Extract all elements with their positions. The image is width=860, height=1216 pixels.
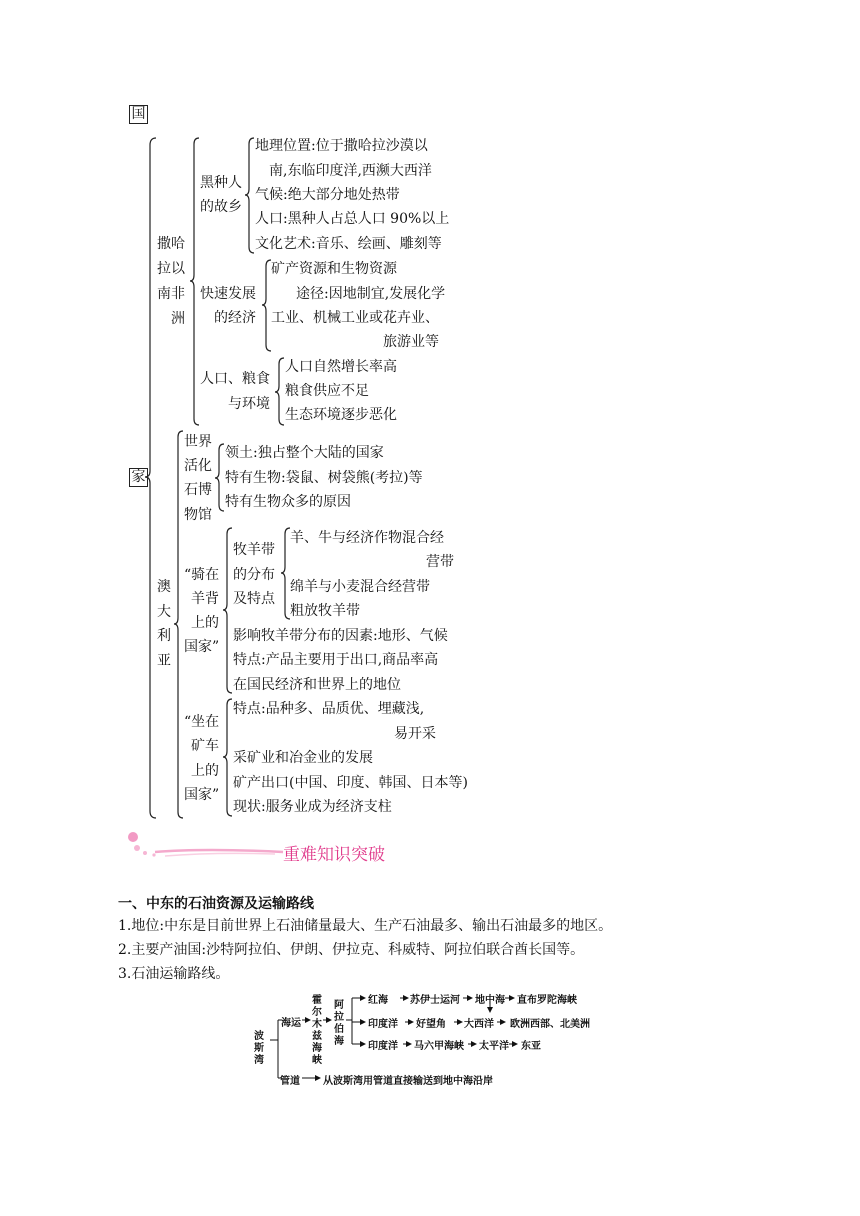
museum-label-1: 世界: [184, 434, 212, 450]
oil-heading: 一、中东的石油资源及运输路线: [118, 896, 314, 912]
route3-stop-4: 东亚: [521, 1041, 541, 1052]
museum-label-2: 活化: [184, 458, 212, 474]
museum-item-2: 特有生物:袋鼠、树袋熊(考拉)等: [225, 470, 423, 486]
population-item-2: 粮食供应不足: [285, 383, 369, 399]
mine-label-4: 国家”: [184, 787, 220, 803]
museum-item-3: 特有生物众多的原因: [225, 494, 351, 510]
home-item-2: 南,东临印度洋,西濒大西洋: [269, 163, 432, 179]
sheep-label-3: 上的: [191, 615, 219, 631]
belt-item-1: 羊、牛与经济作物混合经: [290, 530, 444, 546]
mine-item-1: 特点:品种多、品质优、埋藏浅,: [233, 701, 425, 717]
mine-item-5: 现状:服务业成为经济支柱: [233, 799, 392, 815]
origin-label: 波斯湾: [254, 1031, 264, 1066]
oil-line-3: 3.石油运输路线。: [118, 966, 230, 982]
belt-item-3: 绵羊与小麦混合经营带: [290, 579, 430, 595]
africa-title-2: 拉以: [157, 261, 185, 277]
route1-stop-1: 红海: [368, 995, 388, 1006]
mine-label-1: “坐在: [184, 714, 220, 730]
economy-label-1: 快速发展: [200, 286, 256, 302]
australia-title-3: 利: [157, 628, 171, 644]
route1-stop-3: 地中海: [475, 995, 505, 1006]
route2-stop-4: 欧洲西部、北美洲: [510, 1019, 590, 1030]
population-label-1: 人口、粮食: [200, 371, 270, 387]
belt-label-1: 牧羊带: [233, 542, 275, 558]
australia-title-4: 亚: [157, 653, 171, 669]
australia-title-2: 大: [157, 604, 171, 620]
museum-item-1: 领土:独占整个大陆的国家: [225, 445, 384, 461]
population-item-1: 人口自然增长率高: [285, 359, 397, 375]
route1-stop-2: 苏伊士运河: [410, 995, 460, 1006]
economy-item-2: 途径:因地制宜,发展化学: [296, 286, 446, 302]
arabian-label: 阿拉伯海: [334, 1000, 344, 1047]
sheep-label-2: 羊背: [191, 591, 219, 607]
sheep-label-1: “骑在: [184, 567, 220, 583]
home-item-1: 地理位置:位于撒哈拉沙漠以: [255, 138, 428, 154]
mine-item-3: 采矿业和冶金业的发展: [233, 750, 373, 766]
mine-label-2: 矿车: [191, 738, 219, 754]
belt-label-3: 及特点: [233, 591, 275, 607]
oil-line-2: 2.主要产油国:沙特阿拉伯、伊朗、伊拉克、科威特、阿拉伯联合酋长国等。: [118, 942, 585, 958]
belt-item-4: 粗放牧羊带: [290, 603, 360, 619]
home-label-2: 的故乡: [200, 199, 242, 215]
country-char-box: 国: [129, 105, 148, 124]
route2-stop-3: 大西洋: [464, 1019, 494, 1030]
sheep-label-4: 国家”: [184, 639, 220, 655]
oil-line-1: 1.地位:中东是目前世界上石油储量最大、生产石油最多、输出石油最多的地区。: [118, 918, 613, 934]
africa-title-4: 洲: [171, 311, 185, 327]
economy-label-2: 的经济: [214, 310, 256, 326]
route3-stop-2: 马六甲海峡: [414, 1041, 464, 1052]
home-item-3: 气候:绝大部分地处热带: [255, 187, 400, 203]
section-title: 重难知识突破: [283, 845, 385, 865]
economy-item-3: 工业、机械工业或花卉业、: [271, 310, 439, 326]
hormuz-label: 霍尔木兹海峡: [312, 995, 322, 1066]
belt-label-2: 的分布: [233, 567, 275, 583]
africa-title-1: 撒哈: [157, 236, 185, 252]
museum-label-4: 物馆: [184, 507, 212, 523]
sheep-item-1: 影响牧羊带分布的因素:地形、气候: [233, 628, 448, 644]
australia-title-1: 澳: [157, 579, 171, 595]
route3-stop-3: 太平洋: [479, 1041, 509, 1052]
pipeline-label: 管道: [280, 1076, 300, 1087]
belt-item-2: 营带: [426, 554, 454, 570]
mine-item-4: 矿产出口(中国、印度、韩国、日本等): [233, 775, 468, 791]
mine-label-3: 上的: [191, 763, 219, 779]
home-item-4: 人口:黑种人占总人口 90%以上: [255, 211, 450, 227]
population-label-2: 与环境: [228, 396, 270, 412]
sea-label: 海运: [281, 1018, 301, 1029]
africa-title-3: 南非: [157, 286, 185, 302]
home-item-5: 文化艺术:音乐、绘画、雕刻等: [255, 236, 442, 252]
economy-item-1: 矿产资源和生物资源: [271, 261, 397, 277]
route2-stop-2: 好望角: [416, 1019, 446, 1030]
home-label-1: 黑种人: [200, 175, 242, 191]
home-char-box: 家: [129, 468, 148, 487]
route2-stop-1: 印度洋: [368, 1019, 398, 1030]
section-decoration: [125, 828, 285, 862]
economy-item-4: 旅游业等: [383, 334, 439, 350]
pipeline-text: 从波斯湾用管道直接输送到地中海沿岸: [323, 1076, 493, 1087]
population-item-3: 生态环境逐步恶化: [285, 407, 397, 423]
route3-stop-1: 印度洋: [368, 1041, 398, 1052]
sheep-item-3: 在国民经济和世界上的地位: [233, 677, 401, 693]
route1-stop-4: 直布罗陀海峡: [517, 995, 577, 1006]
mine-item-2: 易开采: [394, 726, 436, 742]
sheep-item-2: 特点:产品主要用于出口,商品率高: [233, 652, 439, 668]
main-brace: [144, 137, 158, 819]
museum-label-3: 石博: [184, 482, 212, 498]
